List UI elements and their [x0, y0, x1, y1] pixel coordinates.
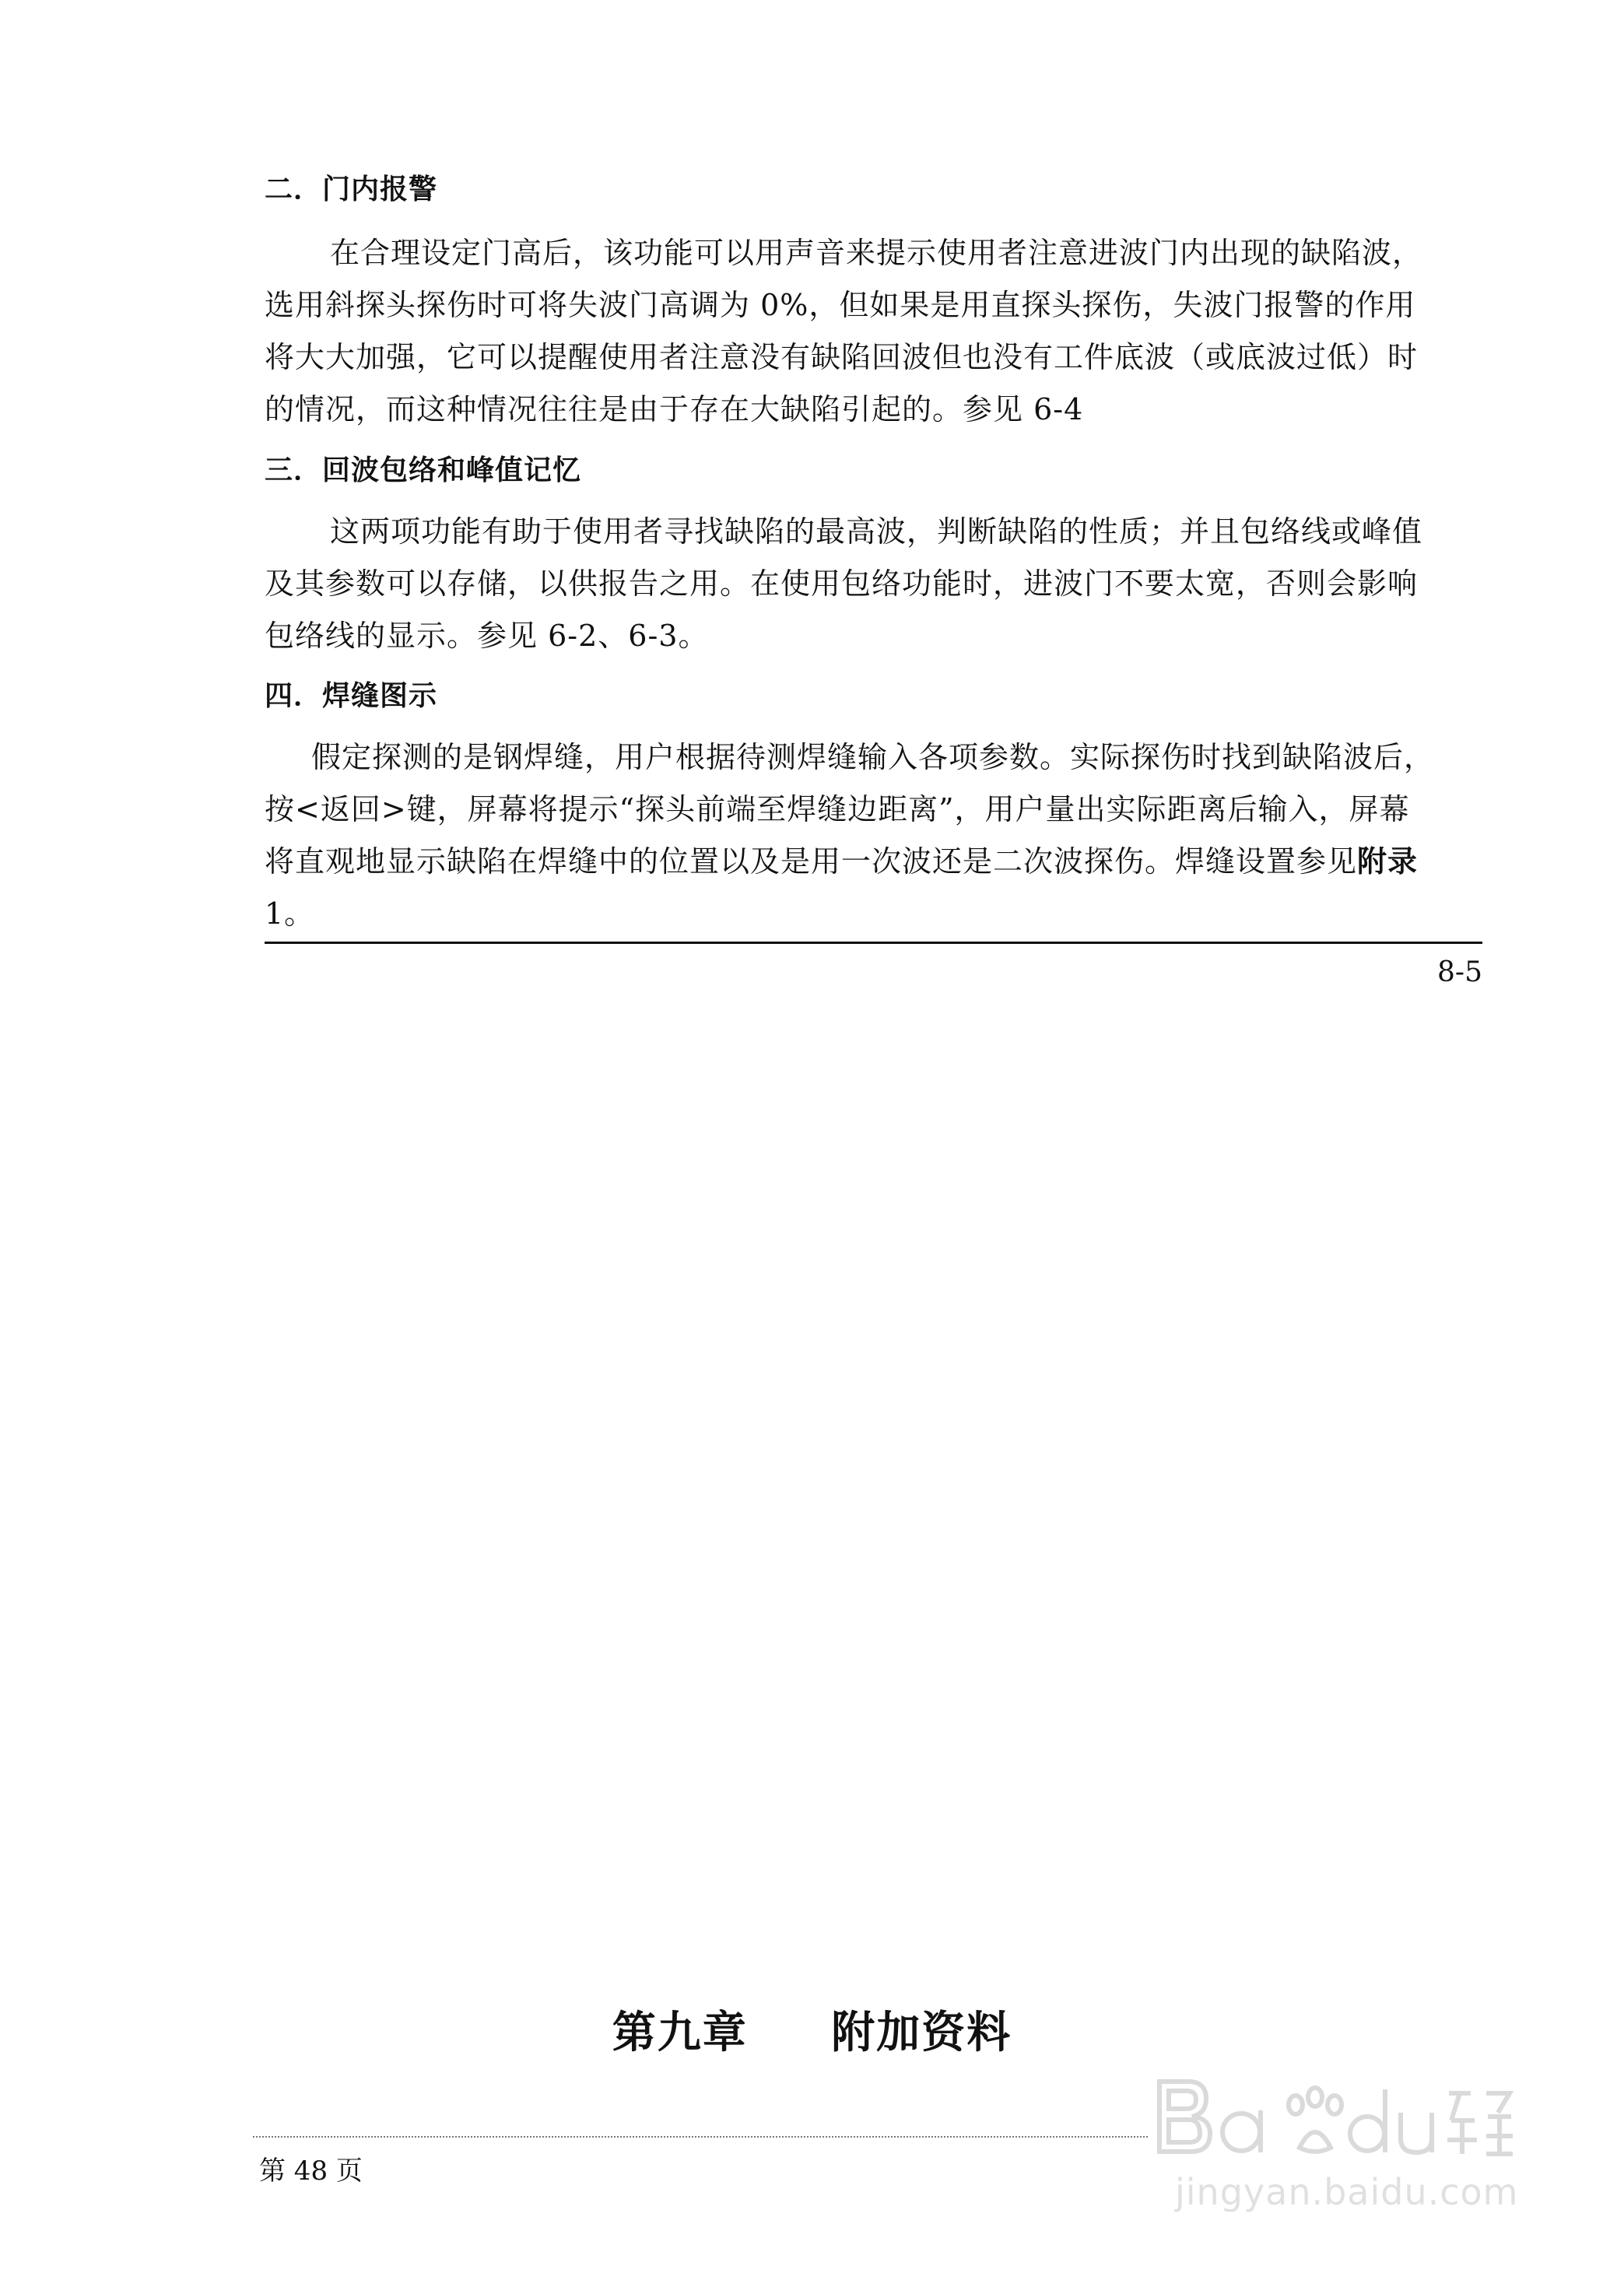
text-line: 这两项功能有助于使用者寻找缺陷的最高波，判断缺陷的性质；并且包络线或峰值: [330, 514, 1423, 549]
text-line: 包络线的显示。参见 6-2、6-3。: [265, 619, 709, 653]
footer-page-number: 第 48 页: [259, 2155, 363, 2187]
section-body-echo-envelope: [265, 506, 1482, 662]
text-line: 选用斜探头探伤时可将失波门高调为 0%，但如果是用直探头探伤，失波门报警的作用: [265, 288, 1416, 322]
text-line: 假定探测的是钢焊缝，用户根据待测焊缝输入各项参数。实际探伤时找到缺陷波后，: [311, 740, 1435, 774]
footer-divider: [253, 2136, 1148, 2138]
section-page-number: 8-5: [1437, 956, 1482, 988]
baidu-watermark: [1144, 2054, 1533, 2241]
text-line: 在合理设定门高后，该功能可以用声音来提示使用者注意进波门内出现的缺陷波，: [330, 236, 1423, 270]
text-line: 将大大加强，它可以提醒使用者注意没有缺陷回波但也没有工件底波（或底波过低）时: [265, 340, 1419, 374]
baidu-watermark-url: jingyan.baidu.com: [1175, 2171, 1519, 2213]
section-heading-echo-envelope: 三．回波包络和峰值记忆: [265, 454, 582, 486]
text-line: 的情况，而这种情况往往是由于存在大缺陷引起的。参见 6-4: [265, 392, 1084, 426]
chapter-title: 第九章 附加资料: [612, 2008, 1012, 2058]
section-body-door-alarm: [265, 227, 1482, 436]
text-line: [265, 836, 1482, 888]
section-divider: [265, 942, 1482, 944]
section-heading-door-alarm: 二．门内报警: [265, 174, 438, 205]
section-heading-weld-diagram: 四．焊缝图示: [265, 680, 438, 712]
text-line: 1。: [265, 896, 315, 931]
baidu-logo-icon: [1144, 2062, 1533, 2171]
text-line: 及其参数可以存储，以供报告之用。在使用包络功能时，进波门不要太宽，否则会影响: [265, 566, 1419, 601]
appendix-link[interactable]: 附录: [1357, 844, 1419, 879]
text-line: 按<返回>键，屏幕将提示“探头前端至焊缝边距离”，用户量出实际距离后输入，屏幕: [265, 792, 1410, 826]
section-body-weld-diagram: [265, 731, 1482, 940]
text-line-body: 将直观地显示缺陷在焊缝中的位置以及是用一次波还是二次波探伤。焊缝设置参见: [265, 844, 1358, 879]
